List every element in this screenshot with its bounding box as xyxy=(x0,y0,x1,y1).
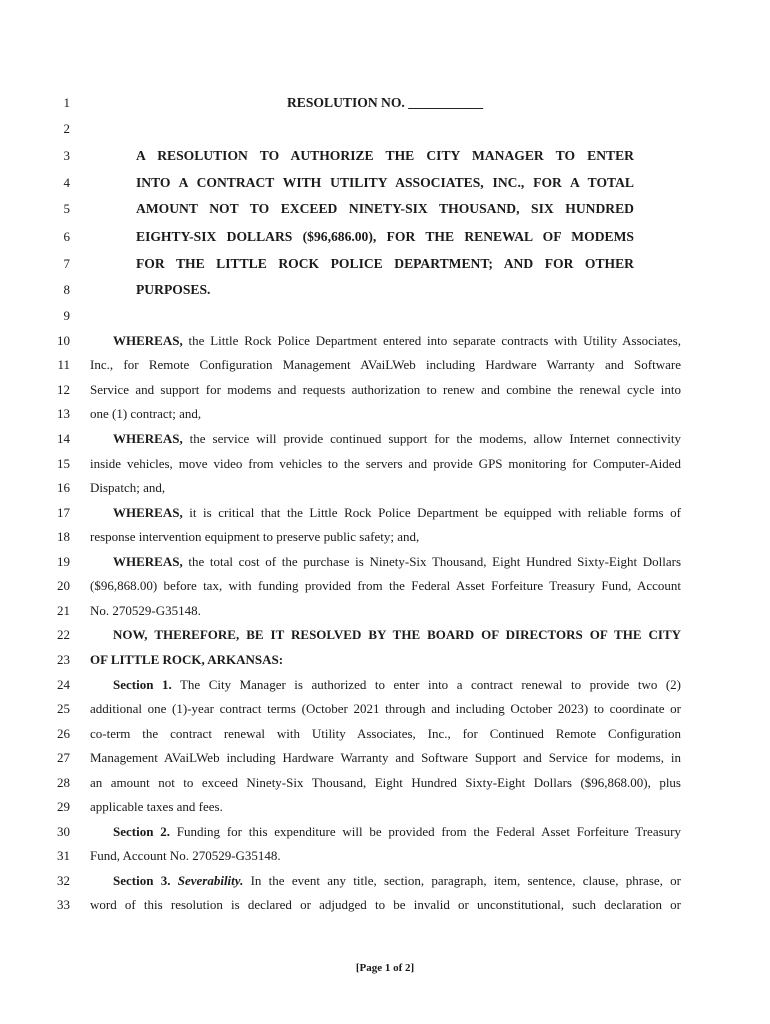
whereas-lead: WHEREAS, xyxy=(113,333,183,348)
severability-heading: Severability. xyxy=(177,873,244,888)
title-line: EIGHTY-SIX DOLLARS ($96,686.00), FOR THE RENEWAL OF MODEMS xyxy=(136,229,634,244)
page-footer: [Page 1 of 2] xyxy=(355,962,415,974)
line-number: 15 xyxy=(57,456,70,471)
paragraph-line: No. 270529-G35148. xyxy=(90,603,201,618)
line-number: 28 xyxy=(57,775,70,790)
paragraph-line: Service and support for modems and requests authorization to renew and combine the renewal cycle into xyxy=(90,382,681,397)
line-number: 2 xyxy=(63,121,70,136)
section-2-lead: Section 2. xyxy=(113,824,170,839)
paragraph-line: word of this resolution is declared or adjudged to be invalid or unconstitutional, such declaration or xyxy=(90,897,681,912)
paragraph-text: the total cost of the purchase is Ninety-Six Thousand, Eight Hundred Sixty-Eight Dollars xyxy=(182,554,681,569)
line-number: 11 xyxy=(57,357,70,372)
line-number: 30 xyxy=(57,824,70,839)
section-3-line xyxy=(90,873,681,889)
paragraph-line: Inc., for Remote Configuration Management AVaiLWeb including Hardware Warranty and Software xyxy=(90,357,681,372)
title-line: A RESOLUTION TO AUTHORIZE THE CITY MANAGER TO ENTER xyxy=(136,148,634,163)
line-number: 22 xyxy=(57,627,70,642)
paragraph-line: additional one (1)-year contract terms (October 2021 through and including October 2023) to coordinate or xyxy=(90,701,681,716)
section-1-line xyxy=(90,677,681,693)
line-number: 31 xyxy=(57,848,70,863)
line-number: 9 xyxy=(63,308,70,323)
line-number: 33 xyxy=(57,897,70,912)
whereas-paragraph-line xyxy=(90,554,681,570)
line-number: 8 xyxy=(63,282,70,297)
paragraph-text: it is critical that the Little Rock Police Department be equipped with reliable forms of xyxy=(182,505,681,520)
line-number: 13 xyxy=(57,406,70,421)
line-number: 12 xyxy=(57,382,70,397)
line-number: 4 xyxy=(63,175,70,190)
paragraph-text: Funding for this expenditure will be provided from the Federal Asset Forfeiture Treasury xyxy=(169,824,681,839)
line-number: 16 xyxy=(57,480,70,495)
paragraph-line: Fund, Account No. 270529-G35148. xyxy=(90,848,281,863)
line-number: 19 xyxy=(57,554,70,569)
line-number: 17 xyxy=(57,505,70,520)
line-number: 1 xyxy=(63,95,70,110)
line-number: 7 xyxy=(63,256,70,271)
line-number: 10 xyxy=(57,333,70,348)
paragraph-text: The City Manager is authorized to enter into a contract renewal to provide two (2) xyxy=(171,677,681,692)
line-number: 6 xyxy=(63,229,70,244)
title-line: AMOUNT NOT TO EXCEED NINETY-SIX THOUSAND, SIX HUNDRED xyxy=(136,201,634,216)
paragraph-line: Management AVaiLWeb including Hardware Warranty and Software Support and Service for modems, in xyxy=(90,750,681,765)
line-number: 3 xyxy=(63,148,70,163)
line-number: 14 xyxy=(57,431,70,446)
paragraph-text: the service will provide continued support for the modems, allow Internet connectivity xyxy=(182,431,681,446)
line-number: 27 xyxy=(57,750,70,765)
section-1-lead: Section 1. xyxy=(113,677,172,692)
section-2-line xyxy=(90,824,681,840)
whereas-paragraph-line xyxy=(90,333,681,349)
line-number: 26 xyxy=(57,726,70,741)
whereas-paragraph-line xyxy=(90,431,681,447)
paragraph-text: the Little Rock Police Department entered into separate contracts with Utility Associates, xyxy=(182,333,681,348)
title-line: PURPOSES. xyxy=(136,282,211,297)
section-3-lead: Section 3. xyxy=(113,873,171,888)
title-line: INTO A CONTRACT WITH UTILITY ASSOCIATES, INC., FOR A TOTAL xyxy=(136,175,634,190)
line-number: 25 xyxy=(57,701,70,716)
line-number: 23 xyxy=(57,652,70,667)
line-number: 32 xyxy=(57,873,70,888)
paragraph-line: one (1) contract; and, xyxy=(90,406,202,421)
paragraph-line: applicable taxes and fees. xyxy=(90,799,223,814)
resolved-clause-line: OF LITTLE ROCK, ARKANSAS: xyxy=(90,652,284,667)
paragraph-line: response intervention equipment to preserve public safety; and, xyxy=(90,529,420,544)
line-number: 21 xyxy=(57,603,70,618)
title-line: FOR THE LITTLE ROCK POLICE DEPARTMENT; AND FOR OTHER xyxy=(136,256,634,271)
whereas-paragraph-line xyxy=(90,505,681,521)
line-number: 20 xyxy=(57,578,70,593)
resolution-number-heading: RESOLUTION NO. ___________ xyxy=(286,95,483,110)
line-number: 24 xyxy=(57,677,70,692)
paragraph-line: inside vehicles, move video from vehicles to the servers and provide GPS monitoring for Computer-Aided xyxy=(90,456,681,471)
paragraph-text: In the event any title, section, paragraph, item, sentence, clause, phrase, or xyxy=(243,873,681,888)
paragraph-line: Dispatch; and, xyxy=(90,480,166,495)
line-number: 29 xyxy=(57,799,70,814)
paragraph-line: co-term the contract renewal with Utility Associates, Inc., for Continued Remote Configuration xyxy=(90,726,681,741)
whereas-lead: WHEREAS, xyxy=(113,505,183,520)
paragraph-line: an amount not to exceed Ninety-Six Thousand, Eight Hundred Sixty-Eight Dollars ($96,868.00), plus xyxy=(90,775,681,790)
line-number: 18 xyxy=(57,529,70,544)
whereas-lead: WHEREAS, xyxy=(113,431,183,446)
line-number: 5 xyxy=(63,201,70,216)
paragraph-line: ($96,868.00) before tax, with funding provided from the Federal Asset Forfeiture Treasury Fund, Account xyxy=(90,578,681,593)
resolved-clause-line: NOW, THEREFORE, BE IT RESOLVED BY THE BOARD OF DIRECTORS OF THE CITY xyxy=(113,627,681,642)
whereas-lead: WHEREAS, xyxy=(113,554,183,569)
